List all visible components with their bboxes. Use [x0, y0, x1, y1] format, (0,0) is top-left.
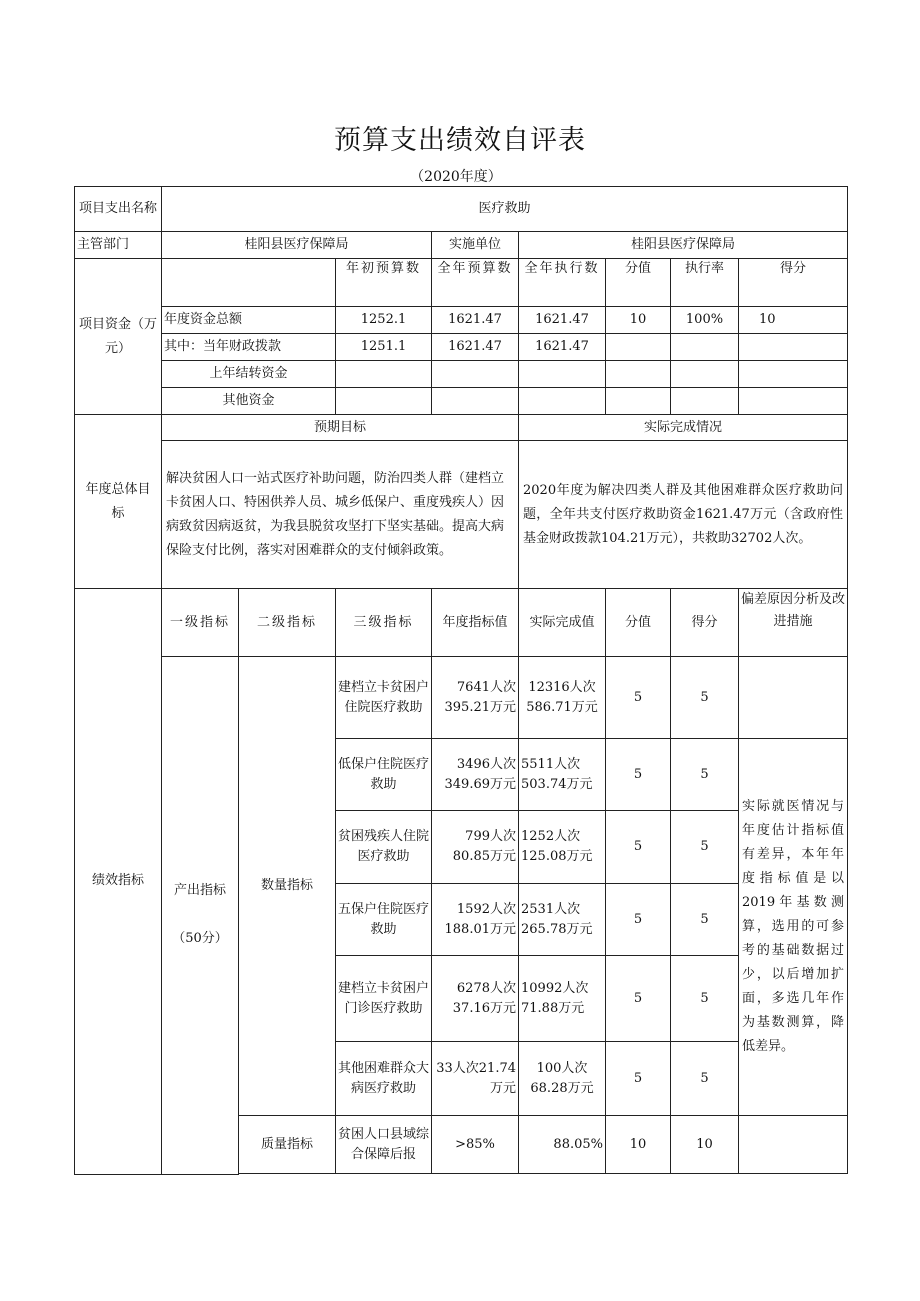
- level1-output: [162, 657, 239, 1175]
- dept-label: 主管部门: [75, 232, 162, 259]
- indicator-score-value: 5: [606, 739, 671, 811]
- indicator-actual: 10992人次71.88万元: [519, 956, 606, 1042]
- goals-label: 年度总体目标: [75, 415, 162, 589]
- funds-row-score-value: [606, 361, 671, 388]
- funds-header-rate: 执行率: [671, 259, 739, 307]
- funds-row-name: 上年结转资金: [162, 361, 336, 388]
- funds-header-executed: 全年执行数: [519, 259, 606, 307]
- perf-header-level3: 三级指标: [336, 589, 432, 657]
- indicator-target: 799人次80.85万元: [432, 811, 519, 884]
- dept-value: 桂阳县医疗保障局: [162, 232, 432, 259]
- perf-header-score: 得分: [671, 589, 739, 657]
- indicator-target: >85%: [432, 1116, 519, 1174]
- funds-row-score-value: 10: [606, 307, 671, 334]
- indicator-actual: 88.05%: [519, 1116, 606, 1174]
- indicator-actual: 1252人次125.08万元: [519, 811, 606, 884]
- page-title: 预算支出绩效自评表: [334, 125, 586, 156]
- indicator-score: 5: [671, 884, 739, 956]
- funds-row-annual: [432, 361, 519, 388]
- indicator-name: 贫困残疾人住院医疗救助: [336, 811, 432, 884]
- funds-header-blank: [162, 259, 336, 307]
- truncated-row: [239, 1174, 848, 1175]
- funds-row-name: 其他资金: [162, 388, 336, 415]
- funds-header-annual: 全年预算数: [432, 259, 519, 307]
- indicator-name: 建档立卡贫困户住院医疗救助: [336, 657, 432, 739]
- funds-row-initial: [336, 361, 432, 388]
- goals-actual-text: 2020年度为解决四类人群及其他困难群众医疗救助问题，全年共支付医疗救助资金1621.47万元（含政府性基金财政拨款104.21万元），共救助32702人次。: [519, 441, 848, 589]
- indicator-actual: 100人次68.28万元: [519, 1042, 606, 1116]
- funds-row-rate: 100%: [671, 307, 739, 334]
- indicator-score: 5: [671, 739, 739, 811]
- impl-value: 桂阳县医疗保障局: [519, 232, 848, 259]
- funds-row-rate: [671, 388, 739, 415]
- indicator-name: 五保户住院医疗救助: [336, 884, 432, 956]
- level2-quality: 质量指标: [239, 1116, 336, 1174]
- indicator-score-value: 5: [606, 1042, 671, 1116]
- funds-row-annual: [432, 388, 519, 415]
- indicator-name: 其他困难群众大病医疗救助: [336, 1042, 432, 1116]
- goals-expected-header: 预期目标: [162, 415, 519, 441]
- funds-row-score: [739, 334, 848, 361]
- funds-row-score: [739, 361, 848, 388]
- funds-header-initial: 年初预算数: [336, 259, 432, 307]
- project-name-value: 医疗救助: [162, 187, 848, 232]
- indicator-score: 5: [671, 956, 739, 1042]
- funds-row-name: 其中：当年财政拨款: [162, 334, 336, 361]
- perf-header-level1: 一级指标: [162, 589, 239, 657]
- indicator-target: 6278人次37.16万元: [432, 956, 519, 1042]
- funds-row-executed: [519, 361, 606, 388]
- deviation-note: 实际就医情况与年度估计指标值有差异，本年年度指标值是以2019年基数测算，选用的可参考的基础数据过少，以后增加扩面，多选几年作为基数测算，降低差异。: [739, 739, 848, 1116]
- funds-row-rate: [671, 361, 739, 388]
- funds-row-annual: 1621.47: [432, 334, 519, 361]
- funds-row-rate: [671, 334, 739, 361]
- indicator-target: 7641人次395.21万元: [432, 657, 519, 739]
- funds-header-score-value: 分值: [606, 259, 671, 307]
- perf-header-target: 年度指标值: [432, 589, 519, 657]
- funds-row-initial: 1252.1: [336, 307, 432, 334]
- perf-header-level2: 二级指标: [239, 589, 336, 657]
- funds-row-score: [739, 388, 848, 415]
- note-blank: [739, 657, 848, 739]
- indicator-score-value: 5: [606, 884, 671, 956]
- funds-label: 项目资金（万元）: [75, 259, 162, 415]
- funds-row-executed: 1621.47: [519, 334, 606, 361]
- year-label: （2020年度）: [410, 169, 502, 185]
- perf-header-note: 偏差原因分析及改进措施: [739, 589, 848, 657]
- indicator-score-value: 5: [606, 657, 671, 739]
- indicator-target: 33人次21.74万元: [432, 1042, 519, 1116]
- perf-header-actual: 实际完成值: [519, 589, 606, 657]
- funds-row-initial: [336, 388, 432, 415]
- funds-row-executed: 1621.47: [519, 307, 606, 334]
- indicator-score-value: 5: [606, 811, 671, 884]
- funds-row-score-value: [606, 388, 671, 415]
- performance-label: 绩效指标: [75, 589, 162, 1175]
- indicator-target: 3496人次349.69万元: [432, 739, 519, 811]
- indicator-score: 10: [671, 1116, 739, 1174]
- indicator-name: 低保户住院医疗救助: [336, 739, 432, 811]
- funds-header-score: 得分: [739, 259, 848, 307]
- indicator-score: 5: [671, 811, 739, 884]
- indicator-actual: 12316人次586.71万元: [519, 657, 606, 739]
- level2-quantity: 数量指标: [239, 657, 336, 1116]
- funds-row-name: 年度资金总额: [162, 307, 336, 334]
- indicator-score: 5: [671, 657, 739, 739]
- perf-header-score-value: 分值: [606, 589, 671, 657]
- indicator-target: 1592人次188.01万元: [432, 884, 519, 956]
- funds-row-initial: 1251.1: [336, 334, 432, 361]
- note-blank: [739, 1116, 848, 1174]
- level1-score: （50分）: [172, 931, 228, 947]
- impl-label: 实施单位: [432, 232, 519, 259]
- project-name-label: 项目支出名称: [75, 187, 162, 232]
- funds-row-executed: [519, 388, 606, 415]
- funds-row-score: 10: [739, 307, 848, 334]
- indicator-score: 5: [671, 1042, 739, 1116]
- funds-row-score-value: [606, 334, 671, 361]
- funds-row-annual: 1621.47: [432, 307, 519, 334]
- indicator-actual: 5511人次503.74万元: [519, 739, 606, 811]
- goals-actual-header: 实际完成情况: [519, 415, 848, 441]
- indicator-name: 贫困人口县域综合保障后报: [336, 1116, 432, 1174]
- indicator-actual: 2531人次265.78万元: [519, 884, 606, 956]
- indicator-score-value: 10: [606, 1116, 671, 1174]
- indicator-score-value: 5: [606, 956, 671, 1042]
- evaluation-table: [74, 186, 848, 1175]
- indicator-name: 建档立卡贫困户门诊医疗救助: [336, 956, 432, 1042]
- level1-label: 产出指标: [173, 883, 226, 899]
- goals-expected-text: 解决贫困人口一站式医疗补助问题，防治四类人群（建档立卡贫困人口、特困供养人员、城乡低保户、重度残疾人）因病致贫因病返贫，为我县脱贫攻坚打下坚实基础。提高大病保险支付比例，落实对困难群众的支付倾斜政策。: [162, 441, 519, 589]
